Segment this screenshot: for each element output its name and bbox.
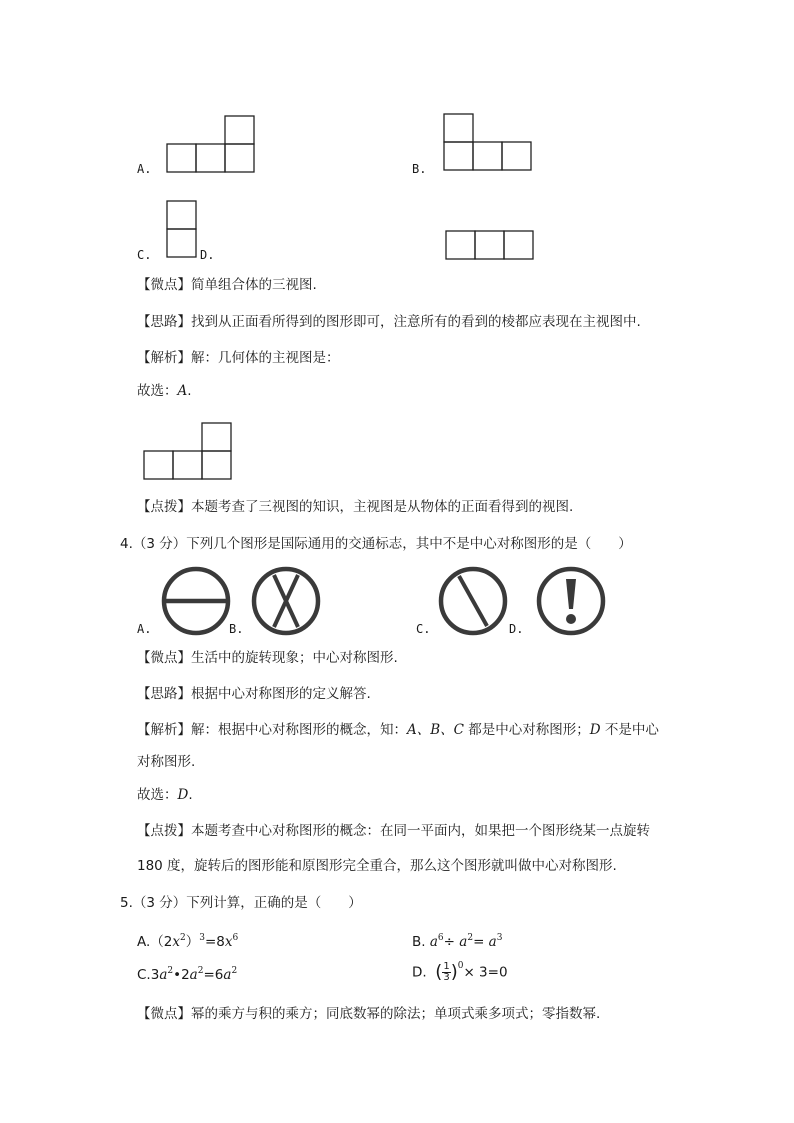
- equals: =: [473, 934, 485, 950]
- q3-option-b-figure: [443, 113, 533, 173]
- var2: a: [459, 934, 468, 950]
- q3-solution-figure: [143, 422, 233, 482]
- q4-option-b-label: B.: [229, 622, 244, 636]
- equals: =8: [204, 934, 225, 950]
- jiexi-tag: 【解析】: [137, 350, 191, 366]
- res-exp: 3: [496, 933, 503, 943]
- q3-option-c-figure: [166, 200, 198, 260]
- dianbo-line1: 本题考查中心对称图形的概念：在同一平面内，如果把一个图形绕某一点旋转: [191, 823, 650, 839]
- q5-weidian: [137, 1004, 600, 1024]
- var1: a: [429, 934, 438, 950]
- q3-option-a-figure: [166, 115, 256, 175]
- q5-option-d: [412, 962, 508, 985]
- res-var: a: [223, 967, 232, 983]
- fraction-denominator: 3: [443, 972, 450, 983]
- dianbo-tag: 【点拨】: [137, 499, 191, 515]
- q3-answer: [137, 381, 192, 401]
- dot: •2: [173, 967, 190, 983]
- q4-stem: 4.（3 分）下列几个图形是国际通用的交通标志，其中不是中心对称图形的是（ ）: [120, 536, 632, 552]
- paren-open: （2: [150, 934, 173, 950]
- q4-option-c-label: C.: [416, 622, 431, 636]
- q4-silu: [137, 684, 371, 704]
- q4-option-a-label: A.: [137, 622, 152, 636]
- answer-suffix: .: [187, 383, 192, 399]
- q4-jiexi: [137, 720, 659, 740]
- outer-exp: 3: [199, 933, 205, 943]
- fraction-numerator: 1: [443, 961, 450, 972]
- weidian-tag: 【微点】: [137, 277, 191, 293]
- q4-sign-a: [160, 565, 232, 637]
- var1: a: [159, 967, 168, 983]
- q4-sign-d: [535, 565, 607, 637]
- q3-option-d-label: D.: [200, 248, 215, 262]
- answer-prefix: 故选：: [137, 787, 178, 803]
- q4-jiexi-line2: 对称图形.: [137, 754, 196, 770]
- option-label: C.: [137, 967, 151, 983]
- weidian-tag: 【微点】: [137, 650, 191, 666]
- dianbo-tag: 【点拨】: [137, 823, 191, 839]
- jiexi-mid: 都是中心对称图形；: [464, 722, 590, 738]
- q3-weidian: [137, 275, 317, 295]
- jiexi-text: 解：几何体的主视图是：: [191, 350, 340, 366]
- q3-option-a-label: A.: [137, 162, 152, 176]
- q3-option-d-figure: [445, 230, 535, 262]
- coef1: 3: [150, 967, 160, 983]
- jiexi-letters-abc: A、B、C: [407, 722, 464, 738]
- option-label: D.: [412, 964, 427, 981]
- paren-right: ): [450, 961, 458, 983]
- dianbo-text: 本题考查了三视图的知识，主视图是从物体的正面看得到的视图.: [191, 499, 574, 515]
- res-exp: 6: [232, 933, 239, 943]
- q3-dianbo: [137, 497, 573, 517]
- fraction: [442, 962, 450, 983]
- silu-tag: 【思路】: [137, 314, 191, 330]
- jiexi-pre: 解：根据中心对称图形的概念，知：: [191, 722, 407, 738]
- operator: ÷: [443, 934, 455, 950]
- q3-jiexi: [137, 348, 340, 368]
- exp2: 2: [467, 933, 474, 943]
- q3-silu: [137, 312, 641, 332]
- q5-option-c: [137, 965, 237, 987]
- q4-answer: [137, 785, 193, 805]
- weidian-text: 生活中的旋转现象；中心对称图形.: [191, 650, 398, 666]
- q5-stem: 5.（3 分）下列计算，正确的是（ ）: [120, 895, 362, 911]
- q3-option-b-label: B.: [412, 162, 427, 176]
- equals: =6: [203, 967, 224, 983]
- weidian-text: 简单组合体的三视图.: [191, 277, 317, 293]
- exp1: 2: [167, 966, 174, 976]
- q4-dianbo: [137, 821, 650, 841]
- q4-weidian: [137, 648, 398, 668]
- answer-value: D: [177, 787, 189, 803]
- silu-text: 找到从正面看所得到的图形即可，注意所有的看到的棱都应表现在主视图中.: [191, 314, 641, 330]
- res-exp: 2: [231, 966, 238, 976]
- weidian-tag: 【微点】: [137, 1006, 191, 1022]
- answer-suffix: .: [188, 787, 193, 803]
- q4-sign-b: [250, 565, 322, 637]
- q4-option-d-label: D.: [509, 622, 524, 636]
- paren-close: ）: [185, 934, 200, 950]
- q5-option-a: [137, 932, 238, 954]
- rest: × 3=0: [463, 964, 508, 981]
- option-label: B.: [412, 934, 426, 950]
- silu-tag: 【思路】: [137, 686, 191, 702]
- res-var: x: [224, 934, 233, 950]
- var2: a: [189, 967, 198, 983]
- exp: 0: [457, 960, 464, 971]
- jiexi-tag: 【解析】: [137, 722, 191, 738]
- exp2: 2: [197, 966, 204, 976]
- answer-prefix: 故选：: [137, 383, 178, 399]
- paren-left: (: [435, 961, 443, 983]
- jiexi-letter-d: D: [589, 722, 601, 738]
- jiexi-post: 不是中心: [600, 722, 659, 738]
- silu-text: 根据中心对称图形的定义解答.: [191, 686, 371, 702]
- exp1: 6: [437, 933, 444, 943]
- answer-value: A: [177, 383, 188, 399]
- weidian-text: 幂的乘方与积的乘方；同底数幂的除法；单项式乘多项式；零指数幂.: [191, 1006, 601, 1022]
- res-var: a: [488, 934, 497, 950]
- exp: 2: [180, 933, 186, 943]
- q4-sign-c: [437, 565, 509, 637]
- q5-option-b: [412, 932, 502, 954]
- q3-option-c-label: C.: [137, 248, 152, 262]
- var: x: [172, 934, 181, 950]
- option-label: A.: [137, 934, 151, 950]
- q4-dianbo-line2: 180 度，旋转后的图形能和原图形完全重合，那么这个图形就叫做中心对称图形.: [137, 858, 617, 874]
